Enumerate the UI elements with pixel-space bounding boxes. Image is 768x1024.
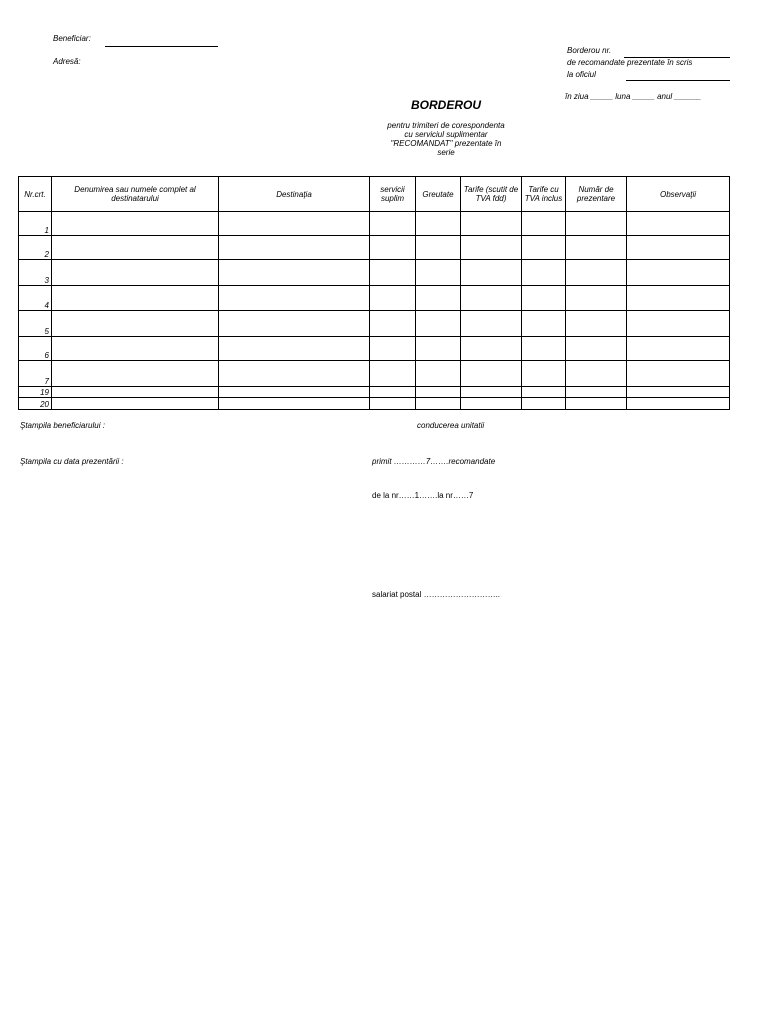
cell-denumire[interactable] xyxy=(52,398,219,410)
table-row xyxy=(19,361,730,387)
beneficiar-field-line[interactable] xyxy=(105,46,218,47)
cell-tarife-tva[interactable] xyxy=(522,387,566,398)
cell-servicii[interactable] xyxy=(370,311,416,337)
cell-observatii[interactable] xyxy=(627,398,730,410)
cell-numar[interactable] xyxy=(566,361,627,387)
borderou-nr-label: Borderou nr. xyxy=(567,46,612,55)
oficiul-field-line[interactable] xyxy=(626,80,730,81)
cell-servicii[interactable] xyxy=(370,337,416,361)
cell-numar[interactable] xyxy=(566,236,627,260)
cell-tarife-tva[interactable] xyxy=(522,361,566,387)
oficiul-label: la oficiul xyxy=(567,70,596,79)
row-number: 19 xyxy=(19,387,52,398)
row-number: 4 xyxy=(19,286,52,311)
table-row xyxy=(19,311,730,337)
header-nr-crt: Nr.crt. xyxy=(19,177,52,212)
cell-servicii[interactable] xyxy=(370,361,416,387)
cell-tarife-scutit[interactable] xyxy=(461,311,522,337)
cell-numar[interactable] xyxy=(566,286,627,311)
cell-tarife-scutit[interactable] xyxy=(461,361,522,387)
cell-numar[interactable] xyxy=(566,387,627,398)
cell-denumire[interactable] xyxy=(52,236,219,260)
cell-greutate[interactable] xyxy=(416,212,461,236)
date-line: în ziua _____ luna _____ anul ______ xyxy=(565,92,702,101)
cell-greutate[interactable] xyxy=(416,236,461,260)
borderou-table xyxy=(18,176,730,410)
subtitle-line-1: pentru trimiteri de corespondenta xyxy=(387,121,505,130)
header-greutate: Greutate xyxy=(416,177,461,212)
cell-tarife-tva[interactable] xyxy=(522,311,566,337)
header-denumire: Denumirea sau numele complet al destinatarului xyxy=(52,177,219,212)
cell-denumire[interactable] xyxy=(52,286,219,311)
cell-servicii[interactable] xyxy=(370,398,416,410)
recomandate-line: de recomandate prezentate în scris xyxy=(567,58,693,67)
cell-greutate[interactable] xyxy=(416,398,461,410)
cell-tarife-scutit[interactable] xyxy=(461,398,522,410)
cell-servicii[interactable] xyxy=(370,260,416,286)
cell-destinatia[interactable] xyxy=(219,311,370,337)
cell-tarife-tva[interactable] xyxy=(522,337,566,361)
conducerea-label: conducerea unitatii xyxy=(417,421,485,430)
cell-denumire[interactable] xyxy=(52,260,219,286)
document-subtitle xyxy=(366,121,526,157)
cell-destinatia[interactable] xyxy=(219,398,370,410)
cell-greutate[interactable] xyxy=(416,337,461,361)
row-number: 3 xyxy=(19,260,52,286)
cell-tarife-scutit[interactable] xyxy=(461,260,522,286)
cell-tarife-tva[interactable] xyxy=(522,236,566,260)
table-row xyxy=(19,236,730,260)
cell-destinatia[interactable] xyxy=(219,361,370,387)
cell-tarife-tva[interactable] xyxy=(522,260,566,286)
cell-destinatia[interactable] xyxy=(219,236,370,260)
table-row xyxy=(19,260,730,286)
beneficiar-label: Beneficiar: xyxy=(53,34,91,43)
cell-tarife-tva[interactable] xyxy=(522,212,566,236)
cell-numar[interactable] xyxy=(566,398,627,410)
cell-observatii[interactable] xyxy=(627,212,730,236)
cell-tarife-tva[interactable] xyxy=(522,286,566,311)
table-row xyxy=(19,337,730,361)
cell-observatii[interactable] xyxy=(627,387,730,398)
cell-tarife-scutit[interactable] xyxy=(461,236,522,260)
row-number: 1 xyxy=(19,212,52,236)
cell-denumire[interactable] xyxy=(52,361,219,387)
subtitle-line-2: cu serviciul suplimentar xyxy=(404,130,488,139)
table-row xyxy=(19,286,730,311)
cell-denumire[interactable] xyxy=(52,387,219,398)
cell-destinatia[interactable] xyxy=(219,286,370,311)
de-la-line: de la nr……1…….la nr……7 xyxy=(372,491,474,500)
cell-servicii[interactable] xyxy=(370,236,416,260)
cell-servicii[interactable] xyxy=(370,212,416,236)
cell-destinatia[interactable] xyxy=(219,212,370,236)
cell-numar[interactable] xyxy=(566,311,627,337)
cell-greutate[interactable] xyxy=(416,311,461,337)
table-row xyxy=(19,398,730,410)
table-header-row xyxy=(19,177,730,212)
cell-denumire[interactable] xyxy=(52,337,219,361)
adresa-label: Adresă: xyxy=(53,57,81,66)
cell-observatii[interactable] xyxy=(627,361,730,387)
cell-tarife-scutit[interactable] xyxy=(461,387,522,398)
cell-observatii[interactable] xyxy=(627,260,730,286)
row-number: 7 xyxy=(19,361,52,387)
cell-greutate[interactable] xyxy=(416,260,461,286)
row-number: 20 xyxy=(19,398,52,410)
cell-numar[interactable] xyxy=(566,212,627,236)
cell-tarife-scutit[interactable] xyxy=(461,337,522,361)
cell-observatii[interactable] xyxy=(627,311,730,337)
cell-servicii[interactable] xyxy=(370,387,416,398)
cell-tarife-scutit[interactable] xyxy=(461,286,522,311)
cell-destinatia[interactable] xyxy=(219,260,370,286)
cell-observatii[interactable] xyxy=(627,337,730,361)
cell-greutate[interactable] xyxy=(416,286,461,311)
cell-numar[interactable] xyxy=(566,337,627,361)
primit-line: primit …………7…….recomandate xyxy=(372,457,496,466)
stampila-beneficiar-label: Ştampila beneficiarului : xyxy=(20,421,105,430)
table-row xyxy=(19,212,730,236)
cell-observatii[interactable] xyxy=(627,236,730,260)
cell-observatii[interactable] xyxy=(627,286,730,311)
cell-denumire[interactable] xyxy=(52,212,219,236)
cell-greutate[interactable] xyxy=(416,387,461,398)
cell-tarife-tva[interactable] xyxy=(522,398,566,410)
cell-denumire[interactable] xyxy=(52,311,219,337)
document-title: BORDEROU xyxy=(410,98,481,112)
header-tarife-tva: Tarife cu TVA inclus xyxy=(522,177,566,212)
row-number: 5 xyxy=(19,311,52,337)
cell-tarife-scutit[interactable] xyxy=(461,212,522,236)
row-number: 2 xyxy=(19,236,52,260)
table-row xyxy=(19,387,730,398)
cell-destinatia[interactable] xyxy=(219,387,370,398)
header-numar: Număr de prezentare xyxy=(566,177,627,212)
subtitle-line-3: "RECOMANDAT" prezentate în xyxy=(390,139,502,148)
salariat-line: salariat postal ……………………….. xyxy=(372,590,501,599)
stampila-data-label: Ştampila cu data prezentării : xyxy=(20,457,124,466)
cell-numar[interactable] xyxy=(566,260,627,286)
header-destinatia: Destinaţia xyxy=(219,177,370,212)
cell-greutate[interactable] xyxy=(416,361,461,387)
header-observatii: Observaţii xyxy=(627,177,730,212)
cell-destinatia[interactable] xyxy=(219,337,370,361)
header-tarife-scutit: Tarife (scutit de TVA fdd) xyxy=(461,177,522,212)
header-servicii: servicii suplim xyxy=(370,177,416,212)
row-number: 6 xyxy=(19,337,52,361)
subtitle-line-4: serie xyxy=(437,148,455,157)
cell-servicii[interactable] xyxy=(370,286,416,311)
